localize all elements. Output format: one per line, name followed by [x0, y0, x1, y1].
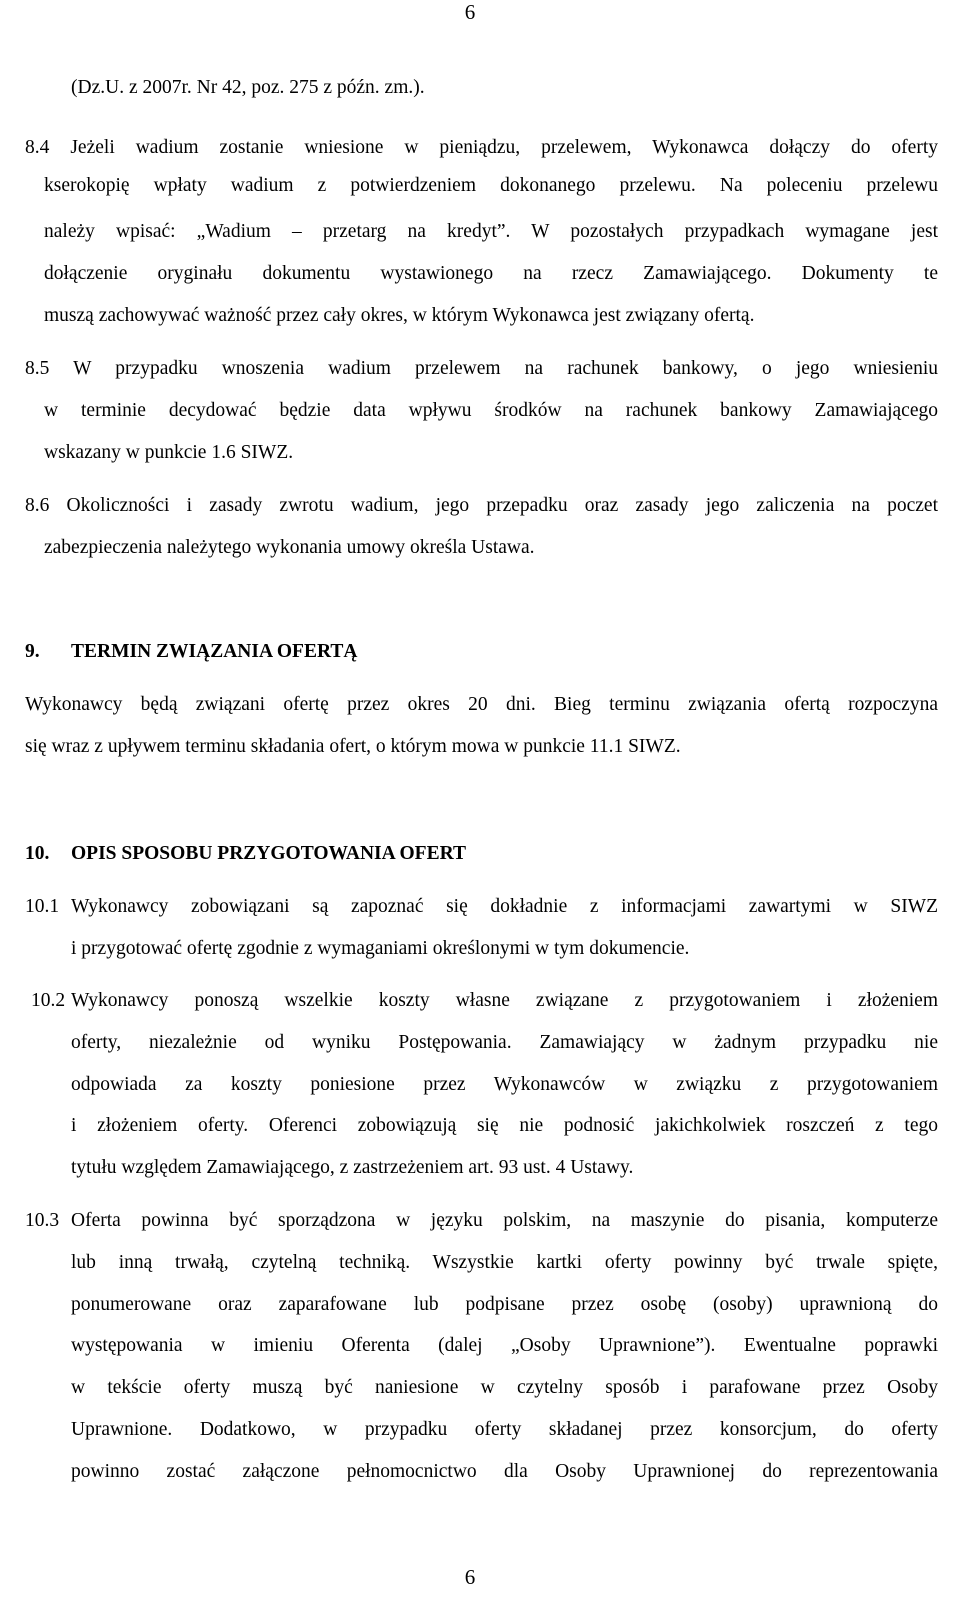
paragraph-10-1-line: Wykonawcy zobowiązani są zapoznać się dokładnie z informacjami zawartymi w SIWZ	[71, 896, 938, 917]
paragraph-8-5-line: w terminie decydować będzie data wpływu środków na rachunek bankowy Zamawiającego	[44, 400, 938, 421]
section-9-line: Wykonawcy będą związani ofertę przez okres 20 dni. Bieg terminu związania ofertą rozpoczyna	[25, 694, 938, 715]
section-10-number: 10.	[25, 843, 50, 864]
section-9-line: się wraz z upływem terminu składania ofert, o którym mowa w punkcie 11.1 SIWZ.	[25, 736, 681, 757]
paragraph-10-2-line: i złożeniem oferty. Oferenci zobowiązują się nie podnosić jakichkolwiek roszczeń z tego	[71, 1115, 938, 1136]
paragraph-10-3-line: powinno zostać załączone pełnomocnictwo dla Osoby Uprawnionej do reprezentowania	[71, 1461, 938, 1482]
page-number-top: 6	[464, 0, 476, 24]
paragraph-10-3-line: Oferta powinna być sporządzona w języku polskim, na maszynie do pisania, komputerze	[71, 1210, 938, 1231]
paragraph-8-4-line: 8.4 Jeżeli wadium zostanie wniesione w pieniądzu, przelewem, Wykonawca dołączy do oferty	[25, 137, 938, 158]
paragraph-8-5-line: 8.5 W przypadku wnoszenia wadium przelewem na rachunek bankowy, o jego wniesieniu	[25, 358, 938, 379]
paragraph-10-1-line: i przygotować ofertę zgodnie z wymaganiami określonymi w tym dokumencie.	[71, 938, 690, 959]
section-9-number: 9.	[25, 641, 40, 662]
paragraph-10-3-line: Uprawnione. Dodatkowo, w przypadku oferty składanej przez konsorcjum, do oferty	[71, 1419, 938, 1440]
paragraph-8-4-line: dołączenie oryginału dokumentu wystawionego na rzecz Zamawiającego. Dokumenty te	[44, 263, 938, 284]
section-10-title: OPIS SPOSOBU PRZYGOTOWANIA OFERT	[71, 843, 466, 864]
paragraph-10-3-line: występowania w imieniu Oferenta (dalej „Osoby Uprawnione”). Ewentualne poprawki	[71, 1335, 938, 1356]
paragraph-8-6-line: 8.6 Okoliczności i zasady zwrotu wadium, jego przepadku oraz zasady jego zaliczenia na poczet	[25, 495, 938, 516]
paragraph-10-2-line: tytułu względem Zamawiającego, z zastrzeżeniem art. 93 ust. 4 Ustawy.	[71, 1157, 634, 1178]
paragraph-10-2-line: oferty, niezależnie od wyniku Postępowania. Zamawiający w żadnym przypadku nie	[71, 1032, 938, 1053]
paragraph-10-2-line: Wykonawcy ponoszą wszelkie koszty własne związane z przygotowaniem i złożeniem	[71, 990, 938, 1011]
paragraph-10-2-line: odpowiada za koszty poniesione przez Wykonawców w związku z przygotowaniem	[71, 1074, 938, 1095]
paragraph-10-3-line: w tekście oferty muszą być naniesione w czytelny sposób i parafowane przez Osoby	[71, 1377, 938, 1398]
paragraph-8-4-line: muszą zachowywać ważność przez cały okres, w którym Wykonawca jest związany ofertą.	[44, 305, 755, 326]
paragraph-10-1-number: 10.1	[25, 896, 60, 917]
section-9-title: TERMIN ZWIĄZANIA OFERTĄ	[71, 641, 358, 662]
paragraph-8-4-line: kserokopię wpłaty wadium z potwierdzeniem dokonanego przelewu. Na poleceniu przelewu	[44, 175, 938, 196]
paragraph-10-3-line: ponumerowane oraz zaparafowane lub podpisane przez osobę (osoby) uprawnioną do	[71, 1294, 938, 1315]
paragraph-8-4-line: należy wpisać: „Wadium – przetarg na kredyt”. W pozostałych przypadkach wymagane jest	[44, 221, 938, 242]
paragraph-10-3-number: 10.3	[25, 1210, 60, 1231]
paragraph-10-2-number: 10.2	[31, 990, 66, 1011]
paragraph-8-6-line: zabezpieczenia należytego wykonania umowy określa Ustawa.	[44, 537, 535, 558]
page-number-bottom: 6	[464, 1565, 476, 1589]
paragraph-line: (Dz.U. z 2007r. Nr 42, poz. 275 z późn. zm.).	[71, 77, 425, 98]
paragraph-8-5-line: wskazany w punkcie 1.6 SIWZ.	[44, 442, 294, 463]
paragraph-10-3-line: lub inną trwałą, czytelną techniką. Wszystkie kartki oferty powinny być trwale spięte,	[71, 1252, 938, 1273]
